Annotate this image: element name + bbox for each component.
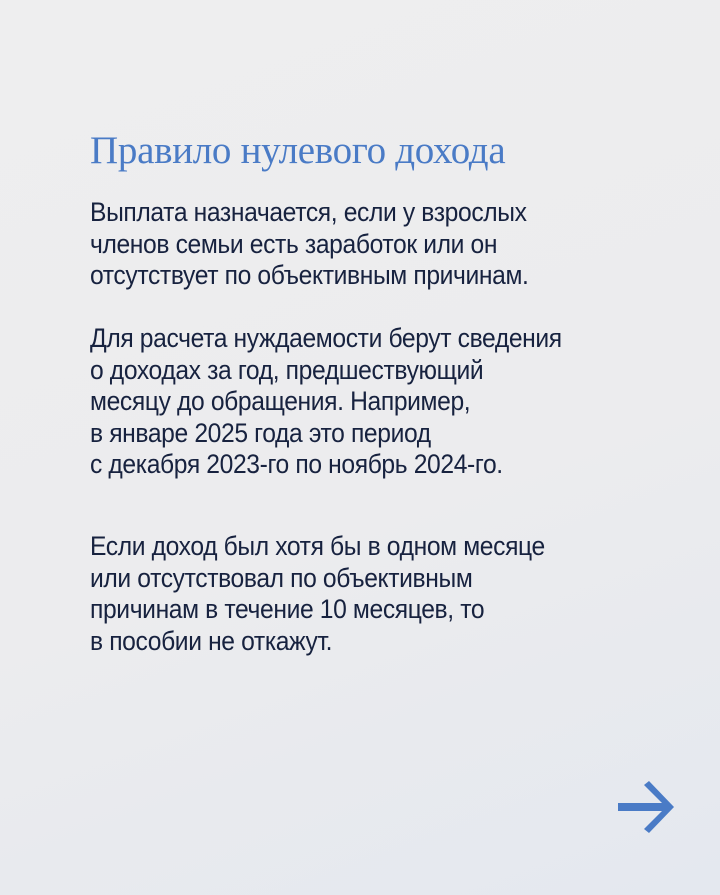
paragraph-no-refusal [90, 531, 579, 657]
text-line: в пособии не откажут. [90, 625, 333, 656]
text-line: с декабря 2023-го по ноябрь 2024-го. [90, 449, 503, 479]
text-line: отсутствует по объективным причинам. [90, 260, 529, 290]
text-line: Для расчета нуждаемости берут сведения [90, 323, 562, 353]
next-slide-button[interactable] [616, 780, 678, 834]
arrow-right-icon [616, 780, 678, 834]
text-line: о доходах за год, предшествующий [90, 354, 484, 385]
slide-title: Правило нулевого дохода [90, 129, 506, 172]
paragraph-income-period [90, 323, 597, 481]
text-line: в январе 2025 года это период [90, 417, 431, 448]
text-line: месяцу до обращения. Например, [90, 386, 471, 416]
text-line: членов семьи есть заработок или он [90, 228, 498, 259]
text-line: или отсутствовал по объективным [90, 562, 473, 593]
paragraph-payment-condition [90, 197, 562, 292]
text-line: причинам в течение 10 месяцев, то [90, 594, 485, 624]
text-line: Если доход был хотя бы в одном месяце [90, 531, 545, 561]
text-line: Выплата назначается, если у взрослых [90, 197, 527, 227]
